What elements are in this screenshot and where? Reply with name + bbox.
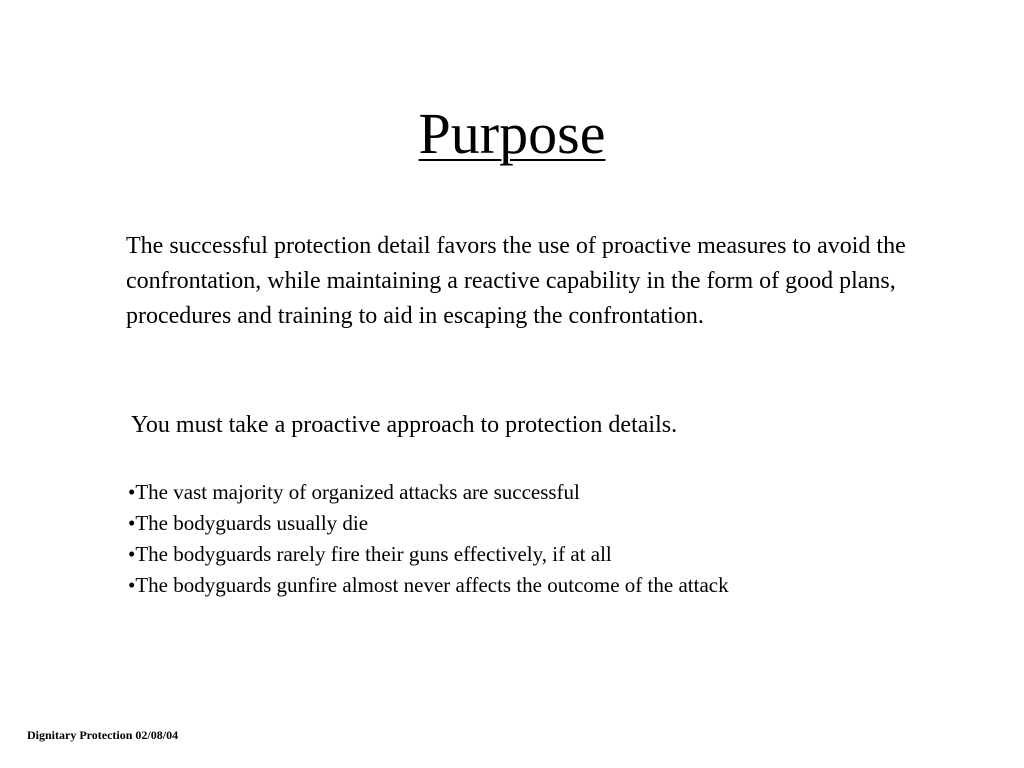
slide-footer: Dignitary Protection 02/08/04	[27, 728, 179, 742]
bullet-item: •The bodyguards gunfire almost never affects the outcome of the attack	[128, 573, 729, 597]
bullet-item: •The vast majority of organized attacks are successful	[128, 480, 580, 504]
bullet-list	[128, 477, 988, 601]
slide-title-text: Purpose	[418, 101, 606, 166]
approach-statement: You must take a proactive approach to protection details.	[131, 412, 678, 438]
bullet-item: •The bodyguards usually die	[128, 511, 369, 535]
bullet-item: •The bodyguards rarely fire their guns effectively, if at all	[128, 542, 612, 566]
intro-paragraph: The successful protection detail favors the use of proactive measures to avoid the confrontation, while maintaining a reactive capability in the form of good plans, procedures and training to aid in escaping the confrontation.	[126, 233, 906, 329]
slide-title	[0, 98, 1024, 170]
